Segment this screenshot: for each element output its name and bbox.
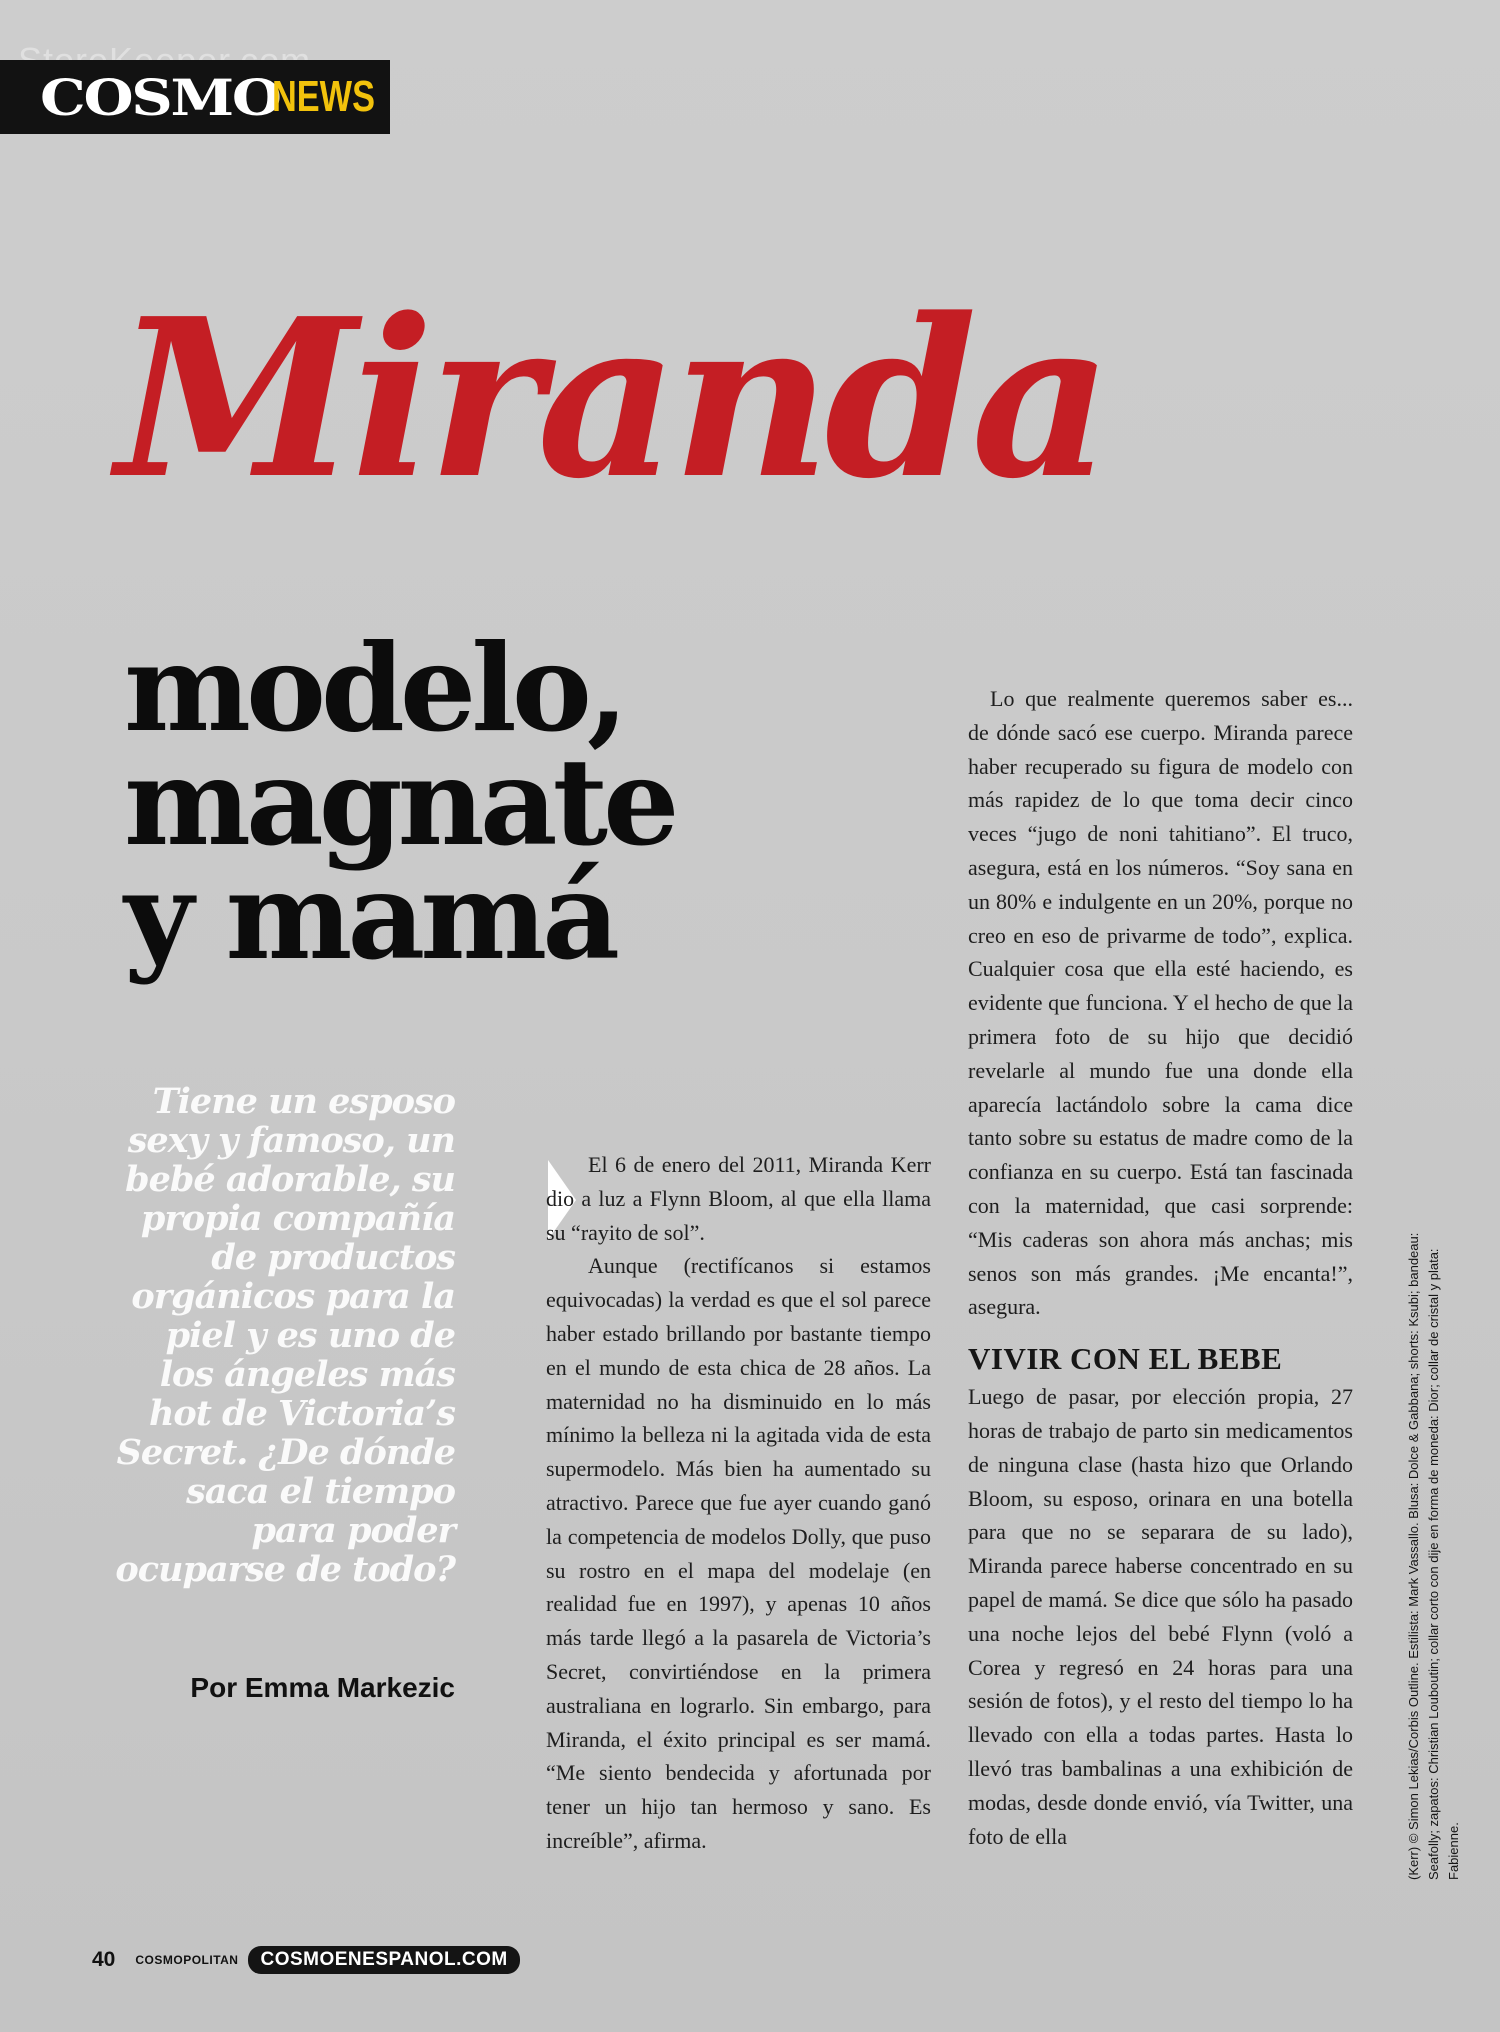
section-subhead: VIVIR CON EL BEBE (968, 1341, 1283, 1377)
page-footer (92, 1946, 520, 1974)
section-tag-accent: NEWS (272, 72, 376, 121)
section-tag-main: COSMO (40, 67, 280, 127)
magazine-name: COSMOPOLITAN (135, 1953, 239, 1967)
body-column-1 (546, 1148, 931, 1858)
byline: Por Emma Markezic (190, 1672, 455, 1703)
headline-name: Miranda (116, 271, 1107, 527)
dek-text: Tiene un esposo sexy y famoso, un bebé adorable, su propia compañía de productos orgánicos para la piel y es uno de los ángeles más hot de Victoria’s Secret. ¿De dónde saca el tiempo para poder ocuparse de todo? (115, 1081, 455, 1590)
body-column-2 (968, 682, 1353, 1853)
photo-credits: (Kerr) © Simon Lekias/Corbis Outline. Estilista: Mark Vassallo. Blusa: Dolce & Gabbana; shorts: Ksubi; bandeau: Seafolly; zapatos: Christian Louboutin; collar corto con dije en forma de moneda: Dior; collar de cristal y plata: Fabienne. (1406, 1232, 1461, 1880)
headline-subtitle (124, 618, 884, 987)
body-paragraph: Luego de pasar, por elección propia, 27 horas de trabajo de parto sin medicamentos de ninguna clase (hasta hizo que Orlando Bloom, su esposo, orinara en una botella para que no se separara de su lado), Miranda parece haberse concentrado en su papel de mamá. Se dice que sólo ha pasado una noche lejos del bebé Flynn (voló a Corea y regresó en 24 horas para una sesión de fotos), y el resto del tiempo lo ha llevado con ella a todas partes. Hasta lo llevó tras bambalinas a una exhibición de modas, desde donde envió, vía Twitter, una foto de ella (968, 1384, 1353, 1849)
body-paragraph: Aunque (rectifícanos si estamos equivocadas) la verdad es que el sol parece haber estado brillando por bastante tiempo en el mundo de esta chica de 28 años. La maternidad no ha disminuido en lo más mínimo la belleza ni la agitada vida de esta supermodelo. Más bien ha aumentado su atractivo. Parece que fue ayer cuando ganó la competencia de modelos Dolly, que puso su rostro en el mapa del modelaje (en realidad fue en 1997), y apenas 10 años más tarde llegó a la pasarela de Victoria’s Secret, convirtiéndose en la primera australiana en lograrlo. Sin embargo, para Miranda, el éxito principal es ser mamá. “Me siento bendecida y afortunada por tener un hijo tan hermoso y sano. Es increíble”, afirma. (546, 1253, 931, 1853)
website-url: COSMOENESPANOL.COM (248, 1946, 519, 1974)
headline-line-2: magnate (124, 732, 675, 873)
section-tag (0, 60, 390, 134)
body-paragraph: Lo que realmente queremos saber es... de dónde sacó ese cuerpo. Miranda parece haber recuperado su figura de modelo con más rapidez de lo que toma decir cinco veces “jugo de noni tahitiano”. El truco, asegura, está en los números. “Soy sana en un 80% e indulgente en un 20%, porque no creo en eso de privarme de todo”, explica. Cualquier cosa que ella esté haciendo, es evidente que funciona. Y el hecho de que la primera foto de su hijo que decidió revelarle al mundo fue una donde ella aparecía lactándolo sobre la cama dice tanto sobre su estatus de madre como de la confianza en su cuerpo. Está tan fascinada con la maternidad, que casi sorprende: “Mis caderas son ahora más anchas; mis senos son más grandes. ¡Me encanta!”, asegura. (968, 686, 1353, 1320)
headline-line-3: y mamá (124, 846, 615, 987)
page-number: 40 (92, 1948, 116, 1971)
headline-line-1: modelo, (124, 618, 624, 759)
body-paragraph: El 6 de enero del 2011, Miranda Kerr dio a luz a Flynn Bloom, al que ella llama su “rayito de sol”. (546, 1152, 931, 1245)
